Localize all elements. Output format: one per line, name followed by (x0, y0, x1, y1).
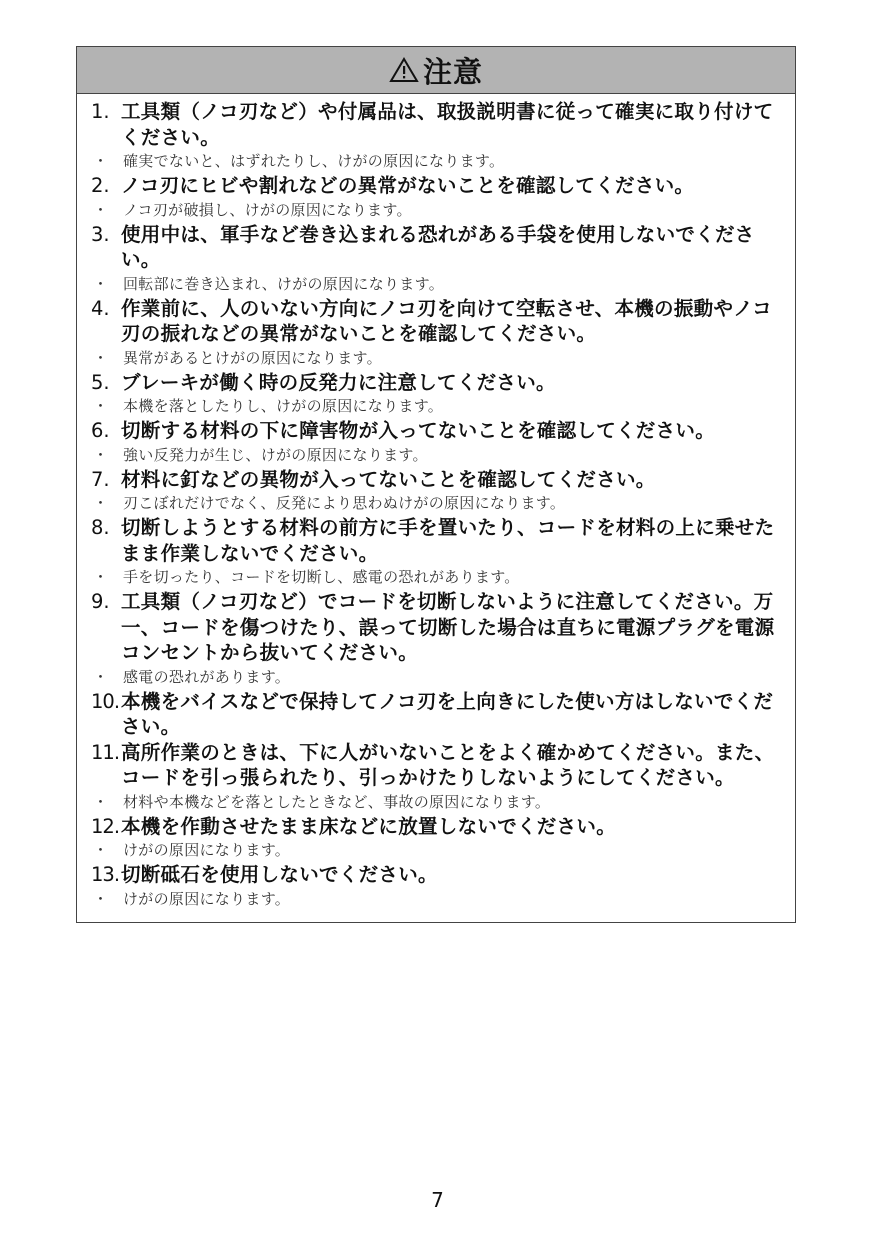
bullet: ・ (93, 274, 109, 293)
item-text: 工具類（ノコ刃など）でコードを切断しないように注意してください。万一、コードを傷つけたり、誤って切断した場合は直ちに電源プラグを電源コンセントから抜いてください。 (121, 590, 775, 664)
caution-item (91, 370, 781, 419)
warning-triangle-icon (389, 57, 419, 83)
note-text: 強い反発力が生じ、けがの原因になります。 (123, 445, 428, 464)
item-text: ブレーキが働く時の反発力に注意してください。 (121, 370, 556, 394)
note-text: 手を切ったり、コードを切断し、感電の恐れがあります。 (123, 568, 520, 586)
item-note (91, 199, 781, 222)
caution-item-main (91, 296, 781, 347)
caution-item-main (91, 814, 781, 840)
item-number: 12. (91, 814, 120, 838)
item-text: 切断しようとする材料の前方に手を置いたり、コードを材料の上に乗せたまま作業しないでください。 (121, 516, 775, 565)
item-number: 5. (91, 370, 110, 394)
caution-item-main (91, 467, 781, 493)
item-number: 3. (91, 222, 110, 246)
note-text: 異常があるとけがの原因になります。 (123, 348, 382, 367)
note-text: 確実でないと、はずれたりし、けがの原因になります。 (123, 152, 505, 170)
caution-item-main (91, 515, 781, 566)
caution-item-main (91, 689, 781, 740)
item-number: 9. (91, 590, 110, 613)
caution-list (77, 94, 795, 922)
caution-header (77, 47, 795, 94)
item-note (91, 566, 781, 589)
note-text: 本機を落としたりし、けがの原因になります。 (123, 397, 444, 415)
item-number: 11. (91, 740, 120, 764)
item-number: 1. (91, 100, 110, 123)
note-text: 感電の恐れがあります。 (123, 667, 291, 686)
caution-item (91, 589, 781, 689)
item-number: 13. (91, 863, 120, 886)
bullet: ・ (93, 152, 109, 170)
bullet: ・ (93, 667, 109, 686)
item-note (91, 347, 781, 370)
caution-item (91, 689, 781, 740)
caution-item (91, 173, 781, 222)
note-text: けがの原因になります。 (123, 889, 291, 908)
page-number: 7 (431, 1188, 444, 1212)
item-note (91, 444, 781, 467)
caution-item-main (91, 222, 781, 273)
note-text: ノコ刃が破損し、けがの原因になります。 (123, 200, 412, 219)
caution-item (91, 862, 781, 911)
bullet: ・ (93, 348, 109, 367)
item-number: 7. (91, 467, 110, 491)
caution-item-main (91, 99, 781, 150)
item-number: 6. (91, 419, 110, 442)
item-text: 本機を作動させたまま床などに放置しないでください。 (121, 814, 617, 838)
item-text: 高所作業のときは、下に人がいないことをよく確かめてください。また、コードを引っ張られたり、引っかけたりしないようにしてください。 (121, 740, 775, 789)
item-text: 本機をバイスなどで保持してノコ刃を上向きにした使い方はしないでください。 (121, 689, 774, 738)
item-note (91, 839, 781, 862)
caution-item-main (91, 418, 781, 444)
bullet: ・ (93, 568, 109, 586)
caution-box (76, 46, 796, 923)
note-text: けがの原因になります。 (123, 841, 291, 859)
item-note (91, 150, 781, 173)
item-text: 切断砥石を使用しないでください。 (121, 863, 438, 886)
bullet: ・ (93, 397, 109, 415)
caution-item-main (91, 862, 781, 888)
note-text: 回転部に巻き込まれ、けがの原因になります。 (123, 274, 445, 293)
caution-item (91, 296, 781, 370)
item-number: 8. (91, 516, 110, 539)
item-note (91, 273, 781, 296)
item-note (91, 492, 781, 515)
note-text: 材料や本機などを落としたときなど、事故の原因になります。 (123, 792, 551, 811)
caution-item-main (91, 370, 781, 396)
item-text: 工具類（ノコ刃など）や付属品は、取扱説明書に従って確実に取り付けてください。 (121, 100, 774, 149)
bullet: ・ (93, 494, 109, 512)
item-text: 材料に釘などの異物が入ってないことを確認してください。 (121, 467, 656, 491)
item-text: ノコ刃にヒビや割れなどの異常がないことを確認してください。 (121, 174, 695, 197)
item-number: 10. (91, 689, 120, 713)
item-number: 2. (91, 174, 110, 197)
item-note (91, 791, 781, 814)
item-note (91, 666, 781, 689)
caution-title: 注意 (422, 54, 483, 89)
caution-item (91, 515, 781, 589)
caution-item (91, 740, 781, 814)
caution-item (91, 467, 781, 516)
item-note (91, 395, 781, 418)
bullet: ・ (93, 445, 109, 464)
bullet: ・ (93, 889, 109, 908)
caution-item-main (91, 589, 781, 666)
item-text: 切断する材料の下に障害物が入ってないことを確認してください。 (121, 419, 716, 442)
item-text: 使用中は、軍手など巻き込まれる恐れがある手袋を使用しないでください。 (121, 222, 755, 271)
bullet: ・ (93, 841, 109, 859)
note-text: 刃こぼれだけでなく、反発により思わぬけがの原因になります。 (123, 494, 566, 512)
caution-item-main (91, 740, 781, 791)
caution-item (91, 99, 781, 173)
caution-item (91, 418, 781, 467)
caution-item-main (91, 173, 781, 199)
bullet: ・ (93, 792, 109, 811)
item-note (91, 888, 781, 911)
item-text: 作業前に、人のいない方向にノコ刃を向けて空転させ、本機の振動やノコ刃の振れなどの異常がないことを確認してください。 (121, 296, 772, 345)
item-number: 4. (91, 296, 110, 320)
caution-item (91, 222, 781, 296)
bullet: ・ (93, 200, 109, 219)
caution-item (91, 814, 781, 863)
